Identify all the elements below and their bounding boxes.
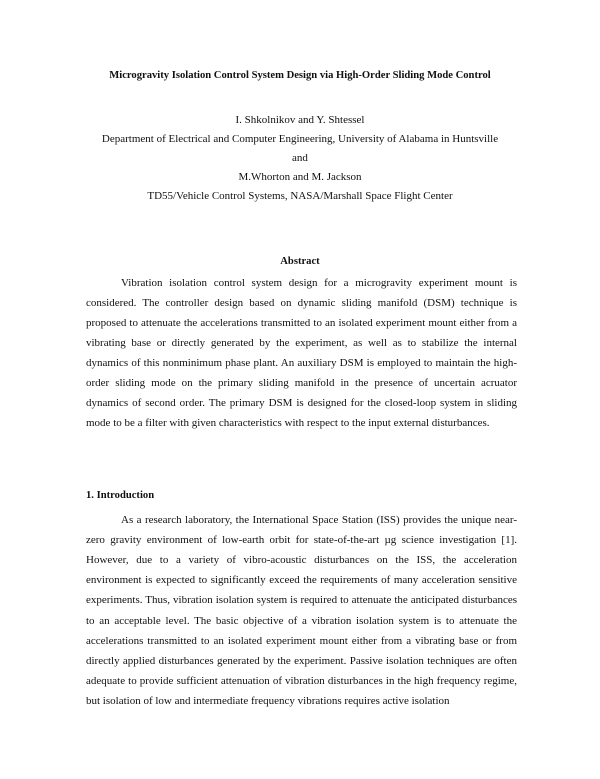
text-line: Vibration isolation control system design for a microgravity experiment mount is — [121, 277, 517, 289]
text-line: directly applied disturbances generated by the experiment. Passive isolation techniques are often — [86, 654, 517, 667]
and-connector: and — [292, 152, 308, 164]
text-line: but isolation of low and intermediate frequency vibrations requires active isolation — [86, 694, 450, 707]
text-line: As a research laboratory, the International Space Station (ISS) provides the unique near- — [121, 514, 517, 526]
paper-title: Microgravity Isolation Control System Design via High-Order Sliding Mode Control — [109, 70, 491, 81]
affiliation-2: TD55/Vehicle Control Systems, NASA/Marshall Space Flight Center — [147, 190, 453, 202]
text-line: considered. The controller design based on dynamic sliding manifold (DSM) technique is — [86, 297, 517, 309]
section-heading-introduction: 1. Introduction — [86, 490, 155, 501]
abstract-heading: Abstract — [280, 256, 320, 267]
text-line: experiments. Thus, vibration isolation system is required to attenuate the anticipated disturbances — [86, 594, 517, 607]
text-line: adequate to provide sufficient attenuation of vibration disturbances in the high frequency regime, — [86, 674, 517, 687]
text-line: order sliding mode on the primary sliding manifold in the presence of uncertain acruator — [86, 377, 517, 389]
text-line: However, due to a variety of vibro-acoustic disturbances on the ISS, the acceleration — [86, 554, 517, 567]
authors-1: I. Shkolnikov and Y. Shtessel — [235, 114, 365, 126]
text-line: dynamics of second order. The primary DSM is designed for the closed-loop system in sliding — [86, 397, 517, 409]
authors-2: M.Whorton and M. Jackson — [238, 171, 362, 183]
text-line: vibrating base or directly generated by the experiment, as well as to stabilize the internal — [86, 337, 517, 349]
text-line: proposed to attenuate the accelerations transmitted to an isolated experiment mount either from a — [86, 317, 517, 329]
text-line: environment is expected to significantly exceed the requirements of many acceleration sensitive — [86, 574, 517, 587]
text-line: mode to be a filter with given characteristics with respect to the input external disturbances. — [86, 417, 490, 429]
affiliation-1: Department of Electrical and Computer Engineering, University of Alabama in Huntsville — [101, 133, 499, 145]
text-line: accelerations transmitted to an isolated experiment mount either from a vibrating base or from — [86, 634, 517, 647]
text-line: zero gravity environment of low-earth orbit for state-of-the-art µg science investigation [1]. — [86, 534, 517, 547]
text-line: to an acceptable level. The basic objective of a vibration isolation system is to attenuate the — [86, 614, 517, 627]
text-line: dynamics of this nonminimum phase plant. An auxiliary DSM is employed to maintain the high- — [86, 357, 517, 369]
